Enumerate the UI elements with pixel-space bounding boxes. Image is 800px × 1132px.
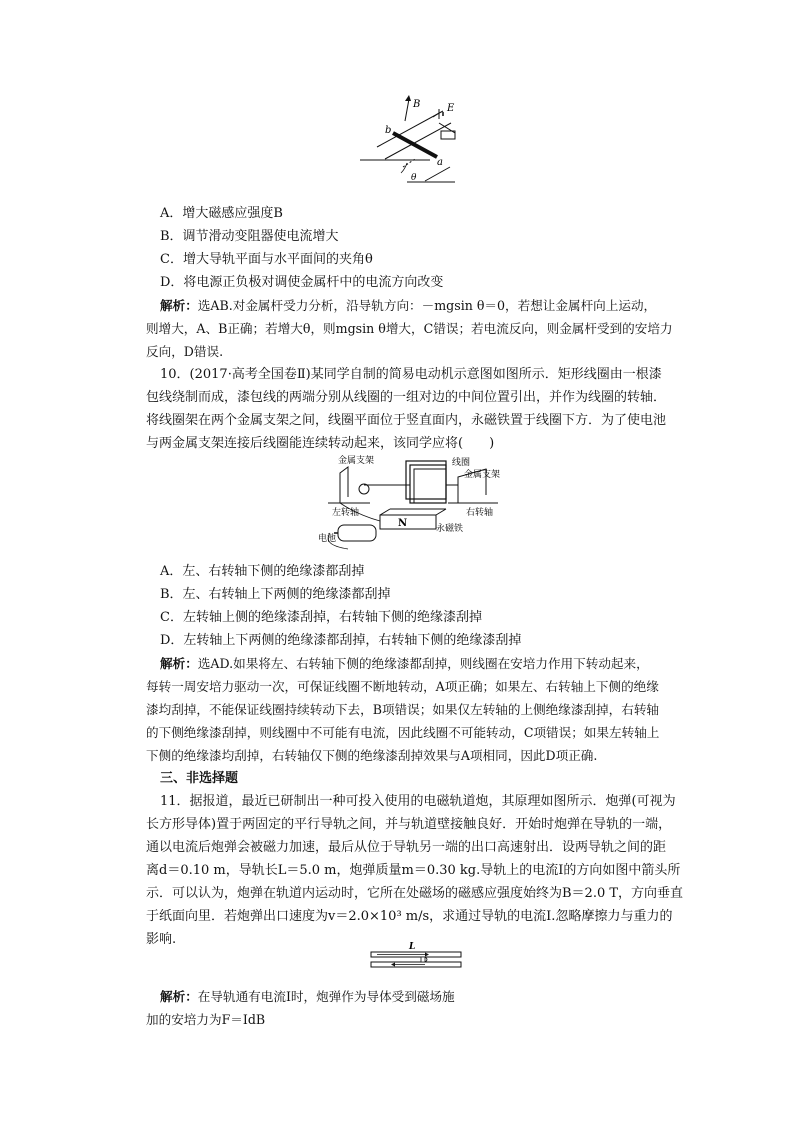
motor-left-axle-label: 左转轴 xyxy=(332,508,360,518)
motor-support-right-label: 金属支架 xyxy=(464,470,501,480)
q10-stem-line-4: 与两金属支架连接后线圈能连续转动起来，该同学应将( ) xyxy=(146,436,495,451)
q9-option-a: A．增大磁感应强度B xyxy=(160,206,283,221)
q11-solution-line-2: 加的安培力为F＝IdB xyxy=(146,1012,266,1027)
q10-solution-label: 解析： xyxy=(160,656,198,671)
q11-stem-line-2: 长方形导体)置于两固定的平行导轨之间，并与轨道壁接触良好．开始时炮弹在导轨的一端， xyxy=(146,817,672,832)
q10-stem-line-3: 将线圈架在两个金属支架之间，线圈平面位于竖直面内，永磁铁置于线圈下方．为了使电池 xyxy=(146,413,667,428)
q9-option-c: C．增大导轨平面与水平面间的夹角θ xyxy=(160,252,373,267)
q9-solution-line-2: 则增大，A、B正确；若增大θ，则mgsin θ增大，C错误；若电流反向，则金属杆受到的安培力 xyxy=(146,321,673,336)
q10-option-c: C．左转轴上侧的绝缘漆刮掉，右转轴下侧的绝缘漆刮掉 xyxy=(160,610,482,625)
q11-stem-line-3: 通以电流后炮弹会被磁力加速，最后从位于导轨另一端的出口高速射出．设两导轨之间的距 xyxy=(146,840,667,855)
motor-battery-label: 电池 xyxy=(318,534,337,544)
q10-option-a: A．左、右转轴下侧的绝缘漆都刮掉 xyxy=(160,564,365,579)
figure1-label-E: E xyxy=(447,103,455,114)
q9-option-d: D．将电源正负极对调使金属杆中的电流方向改变 xyxy=(160,275,444,290)
motor-support-top-label: 金属支架 xyxy=(338,456,375,466)
q11-solution-label: 解析： xyxy=(160,989,198,1004)
inclined-rails-diagram xyxy=(355,95,465,187)
motor-magnet-label: 永磁铁 xyxy=(436,524,464,534)
figure1-label-B: B xyxy=(413,99,421,110)
q10-stem-line-2: 包线绕制而成，漆包线的两端分别从线圈的一组对边的中间位置引出，并作为线圈的转轴． xyxy=(146,390,667,405)
motor-coil-label: 线圈 xyxy=(452,458,471,468)
q11-solution-line-1: 解析：在导轨通有电流I时，炮弹作为导体受到磁场施 xyxy=(160,989,455,1004)
q9-solution-line-3: 反向，D错误. xyxy=(146,344,224,359)
figure-inclined-rails xyxy=(355,95,465,187)
motor-right-axle-label: 右转轴 xyxy=(466,508,494,518)
rail-gun-length-label: L xyxy=(409,942,416,952)
simple-motor-diagram xyxy=(318,455,508,553)
q9-solution-label: 解析： xyxy=(160,298,198,313)
q10-option-b: B．左、右转轴上下两侧的绝缘漆都刮掉 xyxy=(160,587,391,602)
q10-solution-line-3: 漆均刮掉，不能保证线圈持续转动下去，B项错误；如果仅左转轴的上侧绝缘漆刮掉，右转轴 xyxy=(146,702,660,717)
figure1-label-a: a xyxy=(437,157,443,168)
q10-option-d: D．左转轴上下两侧的绝缘漆都刮掉，右转轴下侧的绝缘漆刮掉 xyxy=(160,633,522,648)
section-heading: 三、非选择题 xyxy=(160,771,239,786)
figure1-label-b: b xyxy=(385,125,392,136)
rail-gun-diagram xyxy=(365,940,465,972)
figure1-label-theta: θ xyxy=(411,173,417,183)
figure-simple-motor xyxy=(318,455,508,553)
q10-solution-line-1: 解析：选AD.如果将左、右转轴下侧的绝缘漆都刮掉，则线圈在安培力作用下转动起来， xyxy=(160,656,649,671)
q10-solution-line-4: 的下侧绝缘漆刮掉，则线圈中不可能有电流，因此线圈不可能转动，C项错误；如果左转轴上 xyxy=(146,725,660,740)
figure-rail-gun xyxy=(365,940,465,972)
q11-stem-line-5: 示．可以认为，炮弹在轨道内运动时，它所在处磁场的磁感应强度始终为B＝2.0 T，方向垂直 xyxy=(146,886,684,901)
motor-pole-label: N xyxy=(398,518,408,529)
q10-stem-line-1: 10．(2017·高考全国卷Ⅱ)某同学自制的简易电动机示意图如图所示．矩形线圈由一根漆 xyxy=(160,367,662,382)
q11-stem-line-6: 于纸面向里．若炮弹出口速度为v＝2.0×10³ m/s，求通过导轨的电流I.忽略摩擦力与重力的 xyxy=(146,909,673,924)
q11-stem-line-1: 11．据报道，最近已研制出一种可投入使用的电磁轨道炮，其原理如图所示．炮弹(可视为 xyxy=(160,794,676,809)
q10-solution-line-2: 每转一周安培力驱动一次，可保证线圈不断地转动，A项正确；如果左、右转轴上下侧的绝缘 xyxy=(146,679,659,694)
q9-option-b: B．调节滑动变阻器使电流增大 xyxy=(160,229,339,244)
q11-stem-line-4: 离d＝0.10 m，导轨长L＝5.0 m，炮弹质量m＝0.30 kg.导轨上的电流I的方向如图中箭头所 xyxy=(146,863,681,878)
q10-solution-line-5: 下侧的绝缘漆均刮掉，右转轴仅下侧的绝缘漆刮掉效果与A项相同，因此D项正确. xyxy=(146,748,598,763)
q9-solution-line-1: 解析：选AB.对金属杆受力分析，沿导轨方向：－mgsin θ＝0，若想让金属杆向上运动， xyxy=(160,298,657,313)
q11-stem-line-7: 影响. xyxy=(146,932,177,947)
